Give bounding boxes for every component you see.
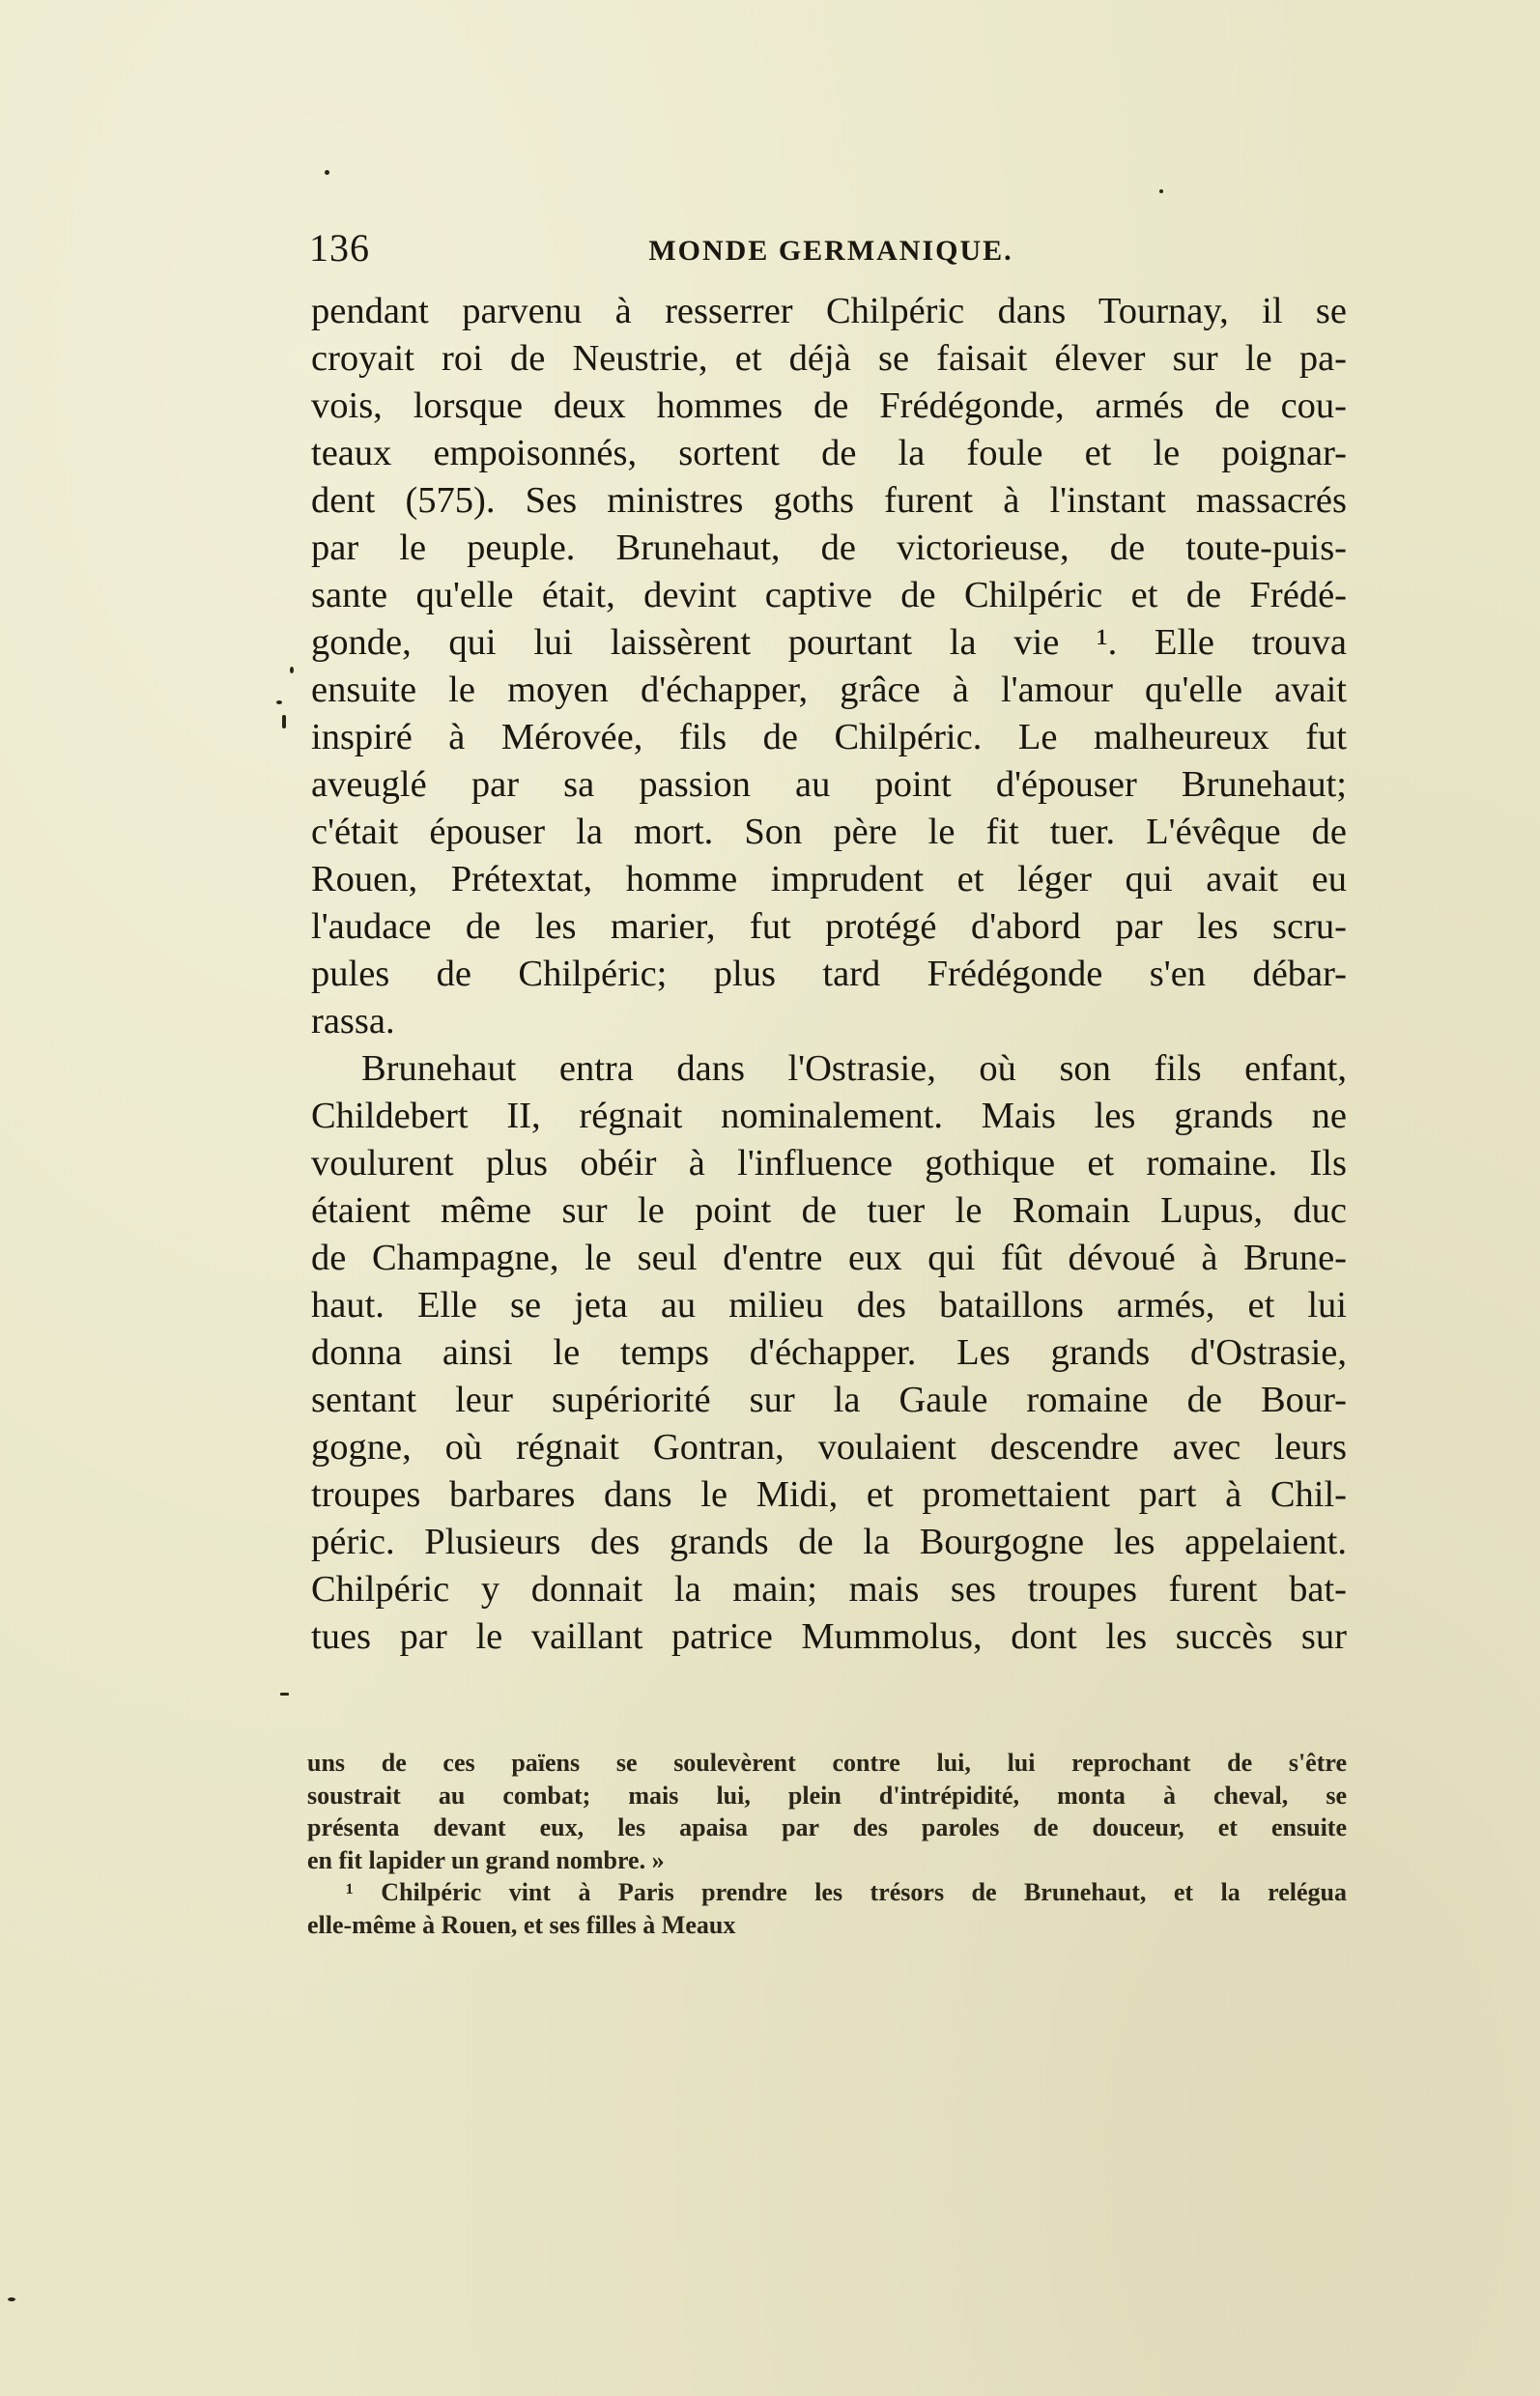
footnote-line: présenta devant eux, les apaisa par des paroles de douceur, et ensuite	[307, 1813, 1347, 1841]
text-line: donna ainsi le temps d'échapper. Les grands d'Ostrasie,	[311, 1332, 1347, 1373]
text-line: teaux empoisonnés, sortent de la foule et le poignar-	[311, 433, 1347, 473]
text-line: aveuglé par sa passion au point d'épouser Brunehaut;	[311, 764, 1347, 805]
footnote-line: uns de ces païens se soulevèrent contre lui, lui reprochant de s'être	[307, 1749, 1347, 1777]
text-line: dent (575). Ses ministres goths furent à l'instant massacrés	[311, 480, 1347, 521]
text-line: l'audace de les marier, fut protégé d'abord par les scru-	[311, 906, 1347, 947]
text-line: croyait roi de Neustrie, et déjà se faisait élever sur le pa-	[311, 338, 1347, 379]
text-line: pules de Chilpéric; plus tard Frédégonde s'en débar-	[311, 954, 1347, 994]
text-line: voulurent plus obéir à l'influence gothique et romaine. Ils	[311, 1143, 1347, 1184]
footnotes	[307, 1747, 1347, 1941]
text-line: ensuite le moyen d'échapper, grâce à l'amour qu'elle avait	[311, 670, 1347, 710]
text-line: c'était épouser la mort. Son père le fit tuer. L'évêque de	[311, 812, 1347, 852]
text-line: péric. Plusieurs des grands de la Bourgogne les appelaient.	[311, 1522, 1347, 1562]
print-speck	[325, 170, 329, 175]
text-line: sentant leur supériorité sur la Gaule romaine de Bour-	[311, 1380, 1347, 1420]
print-speck	[276, 700, 282, 704]
print-speck	[282, 715, 286, 728]
running-title: MONDE GERMANIQUE.	[648, 235, 1013, 267]
print-speck	[290, 667, 294, 673]
text-line: de Champagne, le seul d'entre eux qui fût dévoué à Brune-	[311, 1238, 1347, 1278]
text-line: gonde, qui lui laissèrent pourtant la vie ¹. Elle trouva	[311, 622, 1347, 663]
text-line: tues par le vaillant patrice Mummolus, dont les succès sur	[311, 1616, 1347, 1657]
running-head	[309, 225, 1353, 273]
text-line: Rouen, Prétextat, homme imprudent et léger qui avait eu	[311, 859, 1347, 899]
footnote-line: en fit lapider un grand nombre. »	[307, 1845, 665, 1874]
text-line: pendant parvenu à resserrer Chilpéric dans Tournay, il se	[311, 291, 1347, 331]
text-line: par le peuple. Brunehaut, de victorieuse, de toute-puis-	[311, 528, 1347, 568]
text-line: haut. Elle se jeta au milieu des bataillons armés, et lui	[311, 1285, 1347, 1326]
print-speck	[8, 2297, 15, 2301]
body-text	[311, 288, 1347, 1661]
text-line: inspiré à Mérovée, fils de Chilpéric. Le malheureux fut	[311, 717, 1347, 757]
paragraph-start-line: Brunehaut entra dans l'Ostrasie, où son fils enfant,	[361, 1048, 1347, 1089]
text-line: rassa.	[311, 1001, 395, 1041]
text-line: sante qu'elle était, devint captive de Chilpéric et de Frédé-	[311, 575, 1347, 615]
text-line: étaient même sur le point de tuer le Romain Lupus, duc	[311, 1190, 1347, 1231]
text-line: gogne, où régnait Gontran, voulaient descendre avec leurs	[311, 1427, 1347, 1468]
text-line: Childebert II, régnait nominalement. Mais les grands ne	[311, 1096, 1347, 1136]
footnote-line: elle-même à Rouen, et ses filles à Meaux	[307, 1910, 736, 1939]
footnote-line: soustrait au combat; mais lui, plein d'intrépidité, monta à cheval, se	[307, 1781, 1347, 1810]
text-line: Chilpéric y donnait la main; mais ses troupes furent bat-	[311, 1569, 1347, 1610]
text-line: vois, lorsque deux hommes de Frédégonde, armés de cou-	[311, 385, 1347, 426]
text-line: troupes barbares dans le Midi, et promettaient part à Chil-	[311, 1474, 1347, 1515]
page-number: 136	[309, 226, 370, 270]
footnote-line: ¹ Chilpéric vint à Paris prendre les trésors de Brunehaut, et la relégua	[346, 1878, 1347, 1906]
print-speck	[280, 1693, 289, 1696]
print-speck	[1159, 189, 1163, 193]
